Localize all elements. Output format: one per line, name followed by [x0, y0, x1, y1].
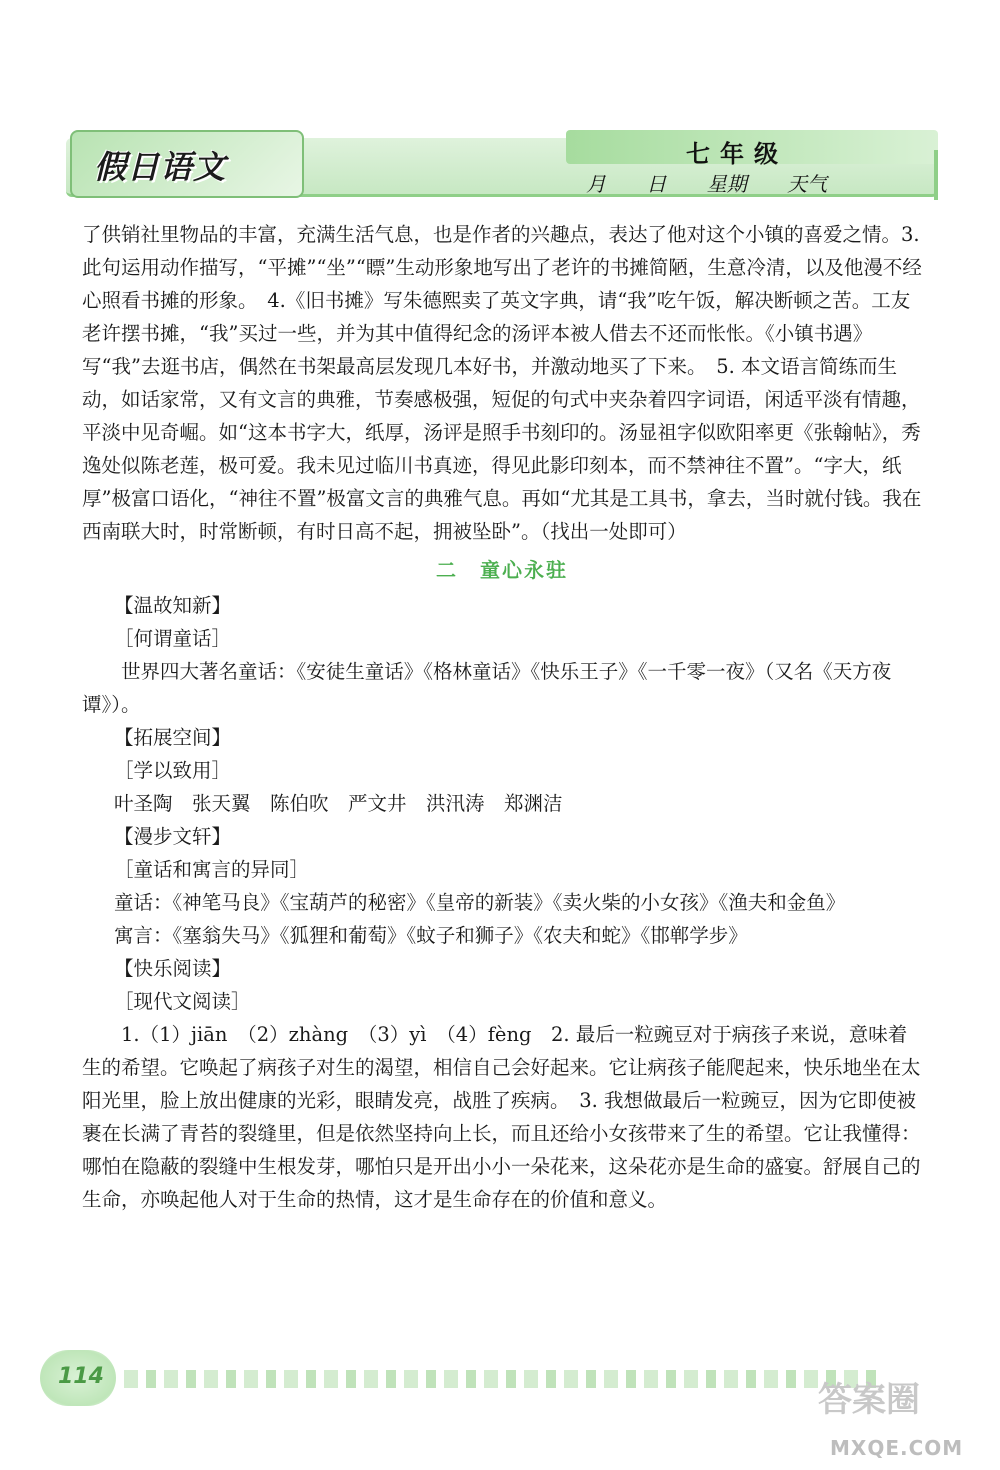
page-header: [66, 130, 938, 198]
section-heading: 【漫步文轩】: [114, 825, 232, 848]
section-heading: 【拓展空间】: [114, 726, 232, 749]
watermark-url: MXQE.COM: [830, 1436, 964, 1460]
decorative-strip: [124, 1370, 884, 1388]
answer-paragraph: 1.（1）jiān （2）zhàng （3）yì （4）fèng 2. 最后一粒豌豆对于病孩子来说，意味着生的希望。它唤起了病孩子对生的渴望，相信自己会好起来。它让病孩子能爬起来，快乐地坐在太阳光里，脸上放出健康的光彩，眼睛发亮，战胜了疾病。 3. 我想做最后一粒豌豆，因为它即使被裹在长满了青苔的裂缝里，但是依然坚持向上长，而且还给小女孩带来了生的希望。它让我懂得：哪怕在隐蔽的裂缝中生根发芽，哪怕只是开出小小一朵花来，这朵花亦是生命的盛宴。舒展自己的生命，亦唤起他人对于生命的热情，这才是生命存在的价值和意义。: [82, 1023, 921, 1211]
day-label: 日: [646, 172, 667, 196]
subsection-heading: ［何谓童话］: [114, 627, 232, 650]
section-title: 二 童心永驻: [436, 558, 568, 582]
grade-tab: [566, 130, 938, 168]
answer-paragraph: 了供销社里物品的丰富，充满生活气息，也是作者的兴趣点，表达了他对这个小镇的喜爱之情。3. 此句运用动作描写，“平摊”“坐”“瞟”生动形象地写出了老许的书摊简陋，生意冷清，以及他漫不经心照看书摊的形象。 4.《旧书摊》写朱德熙卖了英文字典，请“我”吃午饭，解决断顿之苦。工友老许摆书摊，“我”买过一些，并为其中值得纪念的汤评本被人借去不还而怅怅。《小镇书遇》写“我”去逛书店，偶然在书架最高层发现几本好书，并激动地买了下来。 5. 本文语言简练而生动，如话家常，又有文言的典雅，节奏感极强，短促的句式中夹杂着四字词语，闲适平淡有情趣，平淡中见奇崛。如“这本书字大，纸厚，汤评是照手书刻印的。汤显祖字似欧阳率更《张翰帖》，秀逸处似陈老莲，极可爱。我未见过临川书真迹，得见此影印刻本，而不禁神往不置”。“字大，纸厚”极富口语化，“神往不置”极富文言的典雅气息。再如“尤其是工具书，拿去，当时就付钱。我在西南联大时，时常断顿，有时日高不起，拥被坠卧”。（找出一处即可）: [82, 223, 922, 543]
date-fields: [586, 168, 861, 197]
watermark: [810, 1368, 990, 1468]
logo-text: 假日语文: [94, 148, 227, 186]
answer-line: 童话：《神笔马良》《宝葫芦的秘密》《皇帝的新装》《卖火柴的小女孩》《渔夫和金鱼》: [114, 891, 846, 914]
month-label: 月: [586, 172, 606, 196]
page-badge: [40, 1350, 116, 1406]
header-divider: [934, 150, 938, 200]
answer-line: 世界四大著名童话：《安徒生童话》《格林童话》《快乐王子》《一千零一夜》（又名《天方夜谭》）。: [82, 660, 892, 716]
page-content: [82, 218, 922, 1216]
logo: [70, 130, 304, 198]
subsection-heading: ［现代文阅读］: [114, 990, 251, 1013]
subsection-heading: ［童话和寓言的异同］: [114, 858, 310, 881]
weather-label: 天气: [787, 172, 828, 196]
weekday-label: 星期: [706, 172, 747, 196]
answer-line: 叶圣陶 张天翼 陈伯吹 严文井 洪汛涛 郑渊洁: [114, 792, 563, 815]
page-number: 114: [58, 1364, 104, 1389]
grade-label: 七年级: [686, 139, 788, 168]
section-heading: 【快乐阅读】: [114, 957, 232, 980]
subsection-heading: ［学以致用］: [114, 759, 232, 782]
answer-line: 寓言：《塞翁失马》《狐狸和葡萄》《蚊子和狮子》《农夫和蛇》《邯郸学步》: [114, 924, 748, 947]
watermark-text: 答案圈: [818, 1380, 920, 1420]
section-heading: 【温故知新】: [114, 594, 232, 617]
